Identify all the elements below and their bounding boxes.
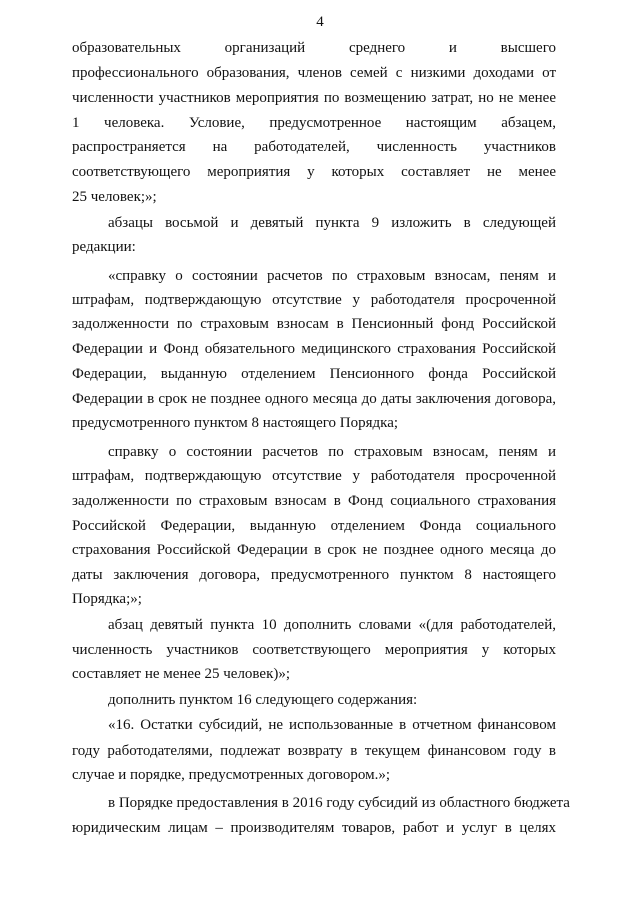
text-line: «справку о состоянии расчетов по страховым взносам, пеням и xyxy=(108,268,556,284)
text-line: «16. Остатки субсидий, не использованные в отчетном финансовом xyxy=(108,717,556,733)
text-line: абзац девятый пункта 10 дополнить словами «(для работодателей, xyxy=(108,617,556,633)
text-line: дополнить пунктом 16 следующего содержания: xyxy=(108,692,418,708)
text-line: 1 человека. Условие, предусмотренное настоящим абзацем, xyxy=(72,115,556,131)
text-line: образовательных организаций среднего и высшего xyxy=(72,40,556,56)
text-line: Российской Федерации, выданную отделением Фонда социального xyxy=(72,518,556,534)
text-line: Федерации, выданную отделением Пенсионного фонда Российской xyxy=(72,366,556,382)
text-line: составляет не менее 25 человек)»; xyxy=(72,666,291,682)
text-line: профессионального образования, членов семей с низкими доходами от xyxy=(72,65,556,81)
text-line: задолженности по страховым взносам в Фонд социального страхования xyxy=(72,493,556,509)
text-line: соответствующего мероприятия у которых составляет не менее xyxy=(72,164,556,180)
text-line: Порядка;»; xyxy=(72,591,142,607)
page-number: 4 xyxy=(316,14,324,30)
text-line: случае и порядке, предусмотренных договором.»; xyxy=(72,767,391,783)
text-line: задолженности по страховым взносам в Пенсионный фонд Российской xyxy=(72,316,556,332)
text-line: юридическим лицам – производителям товаров, работ и услуг в целях xyxy=(72,820,556,836)
text-line: Федерации в срок не позднее одного месяца до даты заключения договора, xyxy=(72,391,556,407)
text-line: 25 человек;»; xyxy=(72,189,157,205)
text-line: предусмотренного пунктом 8 настоящего Порядка; xyxy=(72,415,399,431)
text-line: штрафам, подтверждающую отсутствие у работодателя просроченной xyxy=(72,468,556,484)
text-line: распространяется на работодателей, численность участников xyxy=(72,139,556,155)
text-line: даты заключения договора, предусмотренного пунктом 8 настоящего xyxy=(72,567,556,583)
text-line: справку о состоянии расчетов по страховым взносам, пеням и xyxy=(108,444,556,460)
text-line: абзацы восьмой и девятый пункта 9 изложить в следующей xyxy=(108,215,556,231)
text-line: редакции: xyxy=(72,239,136,255)
text-line: страхования Российской Федерации в срок не позднее одного месяца до xyxy=(72,542,556,558)
text-line: численности участников мероприятия по возмещению затрат, но не менее xyxy=(72,90,556,106)
text-line: Федерации и Фонд обязательного медицинского страхования Российской xyxy=(72,341,556,357)
text-line: штрафам, подтверждающую отсутствие у работодателя просроченной xyxy=(72,292,556,308)
text-line: в Порядке предоставления в 2016 году субсидий из областного бюджета xyxy=(108,795,570,811)
text-line: году работодателями, подлежат возврату в текущем финансовом году в xyxy=(72,743,556,759)
text-line: численность участников соответствующего мероприятия у которых xyxy=(72,642,556,658)
